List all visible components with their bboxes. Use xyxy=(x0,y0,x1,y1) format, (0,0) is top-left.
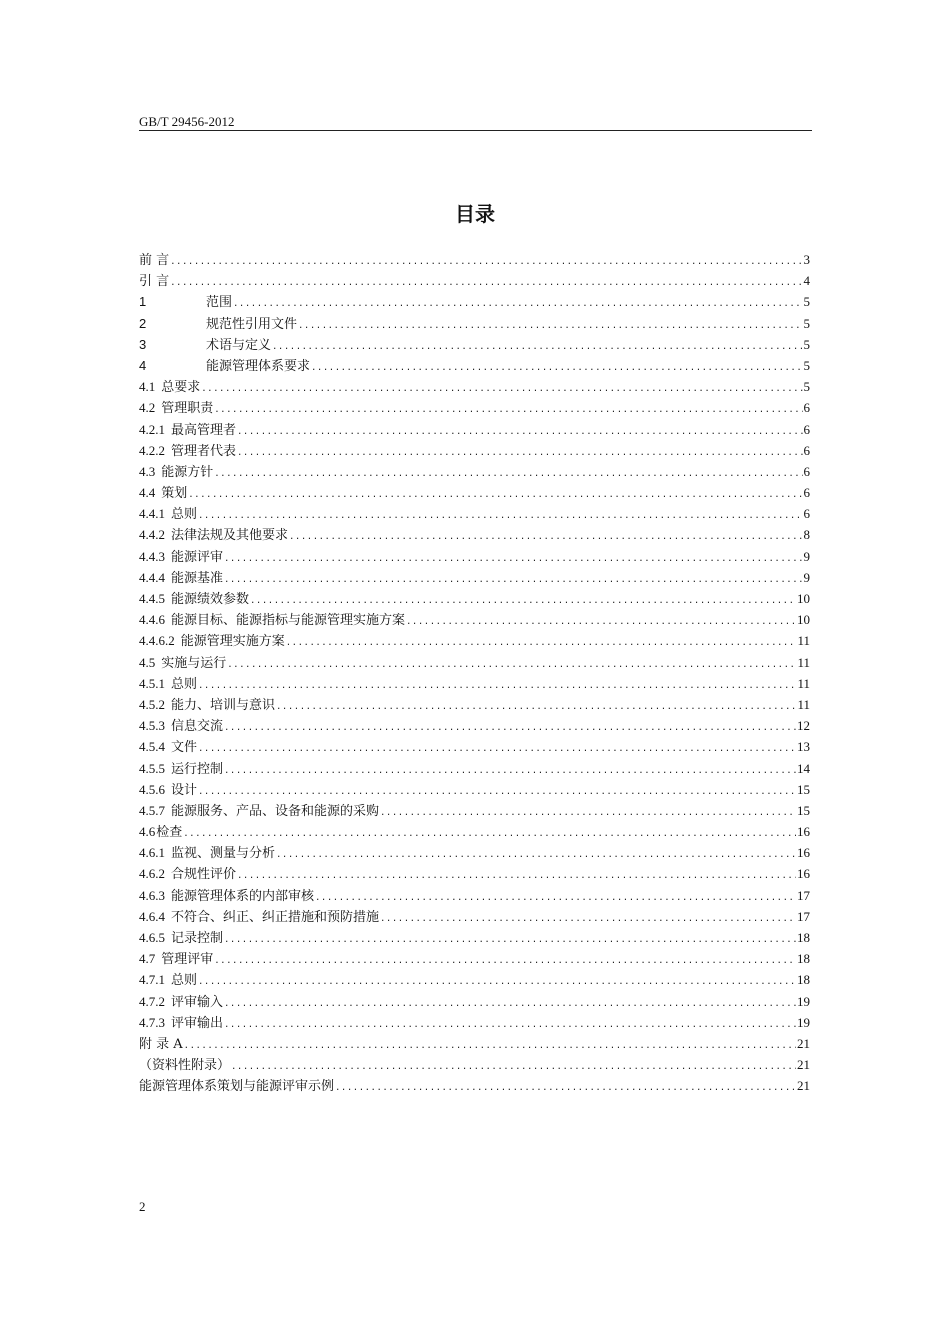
toc-entry-label: 评审输出 xyxy=(171,1015,224,1031)
toc-entry-label: 管理评审 xyxy=(161,952,214,968)
toc-entry-page: 11 xyxy=(797,696,810,712)
toc-entry-page: 12 xyxy=(797,718,810,734)
toc-entry-label: 能源绩效参数 xyxy=(171,592,250,607)
toc-entry-page: 6 xyxy=(803,463,810,479)
toc-entry[interactable] xyxy=(139,715,810,736)
toc-entry[interactable] xyxy=(139,842,810,863)
page-number: 2 xyxy=(139,1199,146,1214)
toc-entry-label: 记录控制 xyxy=(171,931,224,946)
toc-entry[interactable] xyxy=(139,397,810,418)
toc-entry-page: 11 xyxy=(797,675,810,691)
toc-entry-page: 13 xyxy=(797,739,810,755)
toc-entry-label: 总则 xyxy=(171,676,198,692)
toc-entry-number: 4.7 xyxy=(139,951,156,967)
toc-entry[interactable] xyxy=(139,503,810,524)
toc-entry-number: 4.4.1 xyxy=(139,506,165,522)
toc-entry-number: 4.4.4 xyxy=(139,569,165,585)
toc-entry-number: 4.5.4 xyxy=(139,739,165,755)
toc-entry-number: 4.6.3 xyxy=(139,887,165,903)
toc-entry[interactable] xyxy=(139,630,810,651)
toc-entry-number: 4.1 xyxy=(139,379,156,395)
toc-entry-page: 10 xyxy=(797,591,810,606)
toc-entry-label: 监视、测量与分析 xyxy=(171,846,276,862)
toc-entry-label: 附 录 A xyxy=(139,1036,183,1052)
toc-entry-number: 4.7.3 xyxy=(139,1014,165,1030)
toc-entry-page: 15 xyxy=(797,781,810,797)
toc-entry-label: 实施与运行 xyxy=(161,655,227,671)
toc-entry[interactable] xyxy=(139,291,810,312)
toc-entry-number: 4.5.7 xyxy=(139,802,165,818)
toc-entry-label: 最高管理者 xyxy=(171,422,237,438)
toc-entry-page: 17 xyxy=(797,908,810,924)
toc-entry-number: 4.6.2 xyxy=(139,866,165,882)
toc-leader-dots xyxy=(188,485,802,506)
toc-entry[interactable] xyxy=(139,1075,810,1096)
toc-entry-label: 前 言 xyxy=(139,253,170,268)
toc-leader-dots xyxy=(276,697,796,718)
toc-entry[interactable] xyxy=(139,969,810,990)
toc-entry-label: 设计 xyxy=(171,782,198,798)
toc-leader-dots xyxy=(214,951,796,972)
toc-entry[interactable] xyxy=(139,863,810,884)
toc-leader-dots xyxy=(233,294,802,315)
toc-entry-page: 5 xyxy=(803,379,810,395)
toc-entry-label: 运行控制 xyxy=(171,761,224,777)
toc-entry-page: 6 xyxy=(803,485,810,501)
toc-leader-dots xyxy=(198,782,796,803)
toc-entry-label: 检查 xyxy=(156,825,183,841)
toc-entry-label: 信息交流 xyxy=(171,719,224,735)
toc-leader-dots xyxy=(201,379,802,400)
toc-leader-dots xyxy=(224,1015,796,1036)
toc-entry[interactable] xyxy=(139,673,810,694)
toc-entry-label: 能力、培训与意识 xyxy=(171,697,276,713)
toc-entry-number: 4.4.6.2 xyxy=(139,633,175,649)
toc-entry[interactable] xyxy=(139,270,810,291)
toc-leader-dots xyxy=(198,972,796,993)
toc-entry-number: 4.4.2 xyxy=(139,527,165,543)
toc-leader-dots xyxy=(224,761,796,782)
toc-entry[interactable] xyxy=(139,927,810,948)
toc-entry-number: 4.6.1 xyxy=(139,845,165,861)
toc-leader-dots xyxy=(335,1078,796,1099)
toc-entry-label: 能源方针 xyxy=(161,464,214,480)
toc-leader-dots xyxy=(224,549,802,570)
toc-entry-page: 15 xyxy=(797,802,810,818)
toc-entry-page: 21 xyxy=(797,1078,810,1094)
toc-entry[interactable] xyxy=(139,906,810,927)
toc-entry-label: 评审输入 xyxy=(171,994,224,1010)
toc-entry-number: 2 xyxy=(139,315,147,331)
toc-entry-label: 能源评审 xyxy=(171,549,224,565)
toc-entry-label: （资料性附录） xyxy=(139,1058,231,1074)
toc-entry[interactable] xyxy=(139,1054,810,1075)
toc-leader-dots xyxy=(214,400,802,421)
toc-entry-number: 4.5.1 xyxy=(139,675,165,691)
toc-entry-page: 11 xyxy=(797,633,810,649)
toc-entry-page: 21 xyxy=(797,1035,810,1051)
toc-leader-dots xyxy=(250,591,796,612)
toc-entry[interactable] xyxy=(139,800,810,821)
toc-entry[interactable] xyxy=(139,461,810,482)
toc-entry-page: 18 xyxy=(797,930,810,945)
toc-leader-dots xyxy=(224,570,802,591)
toc-leader-dots xyxy=(406,612,796,633)
toc-entry[interactable] xyxy=(139,885,810,906)
toc-entry-page: 4 xyxy=(803,273,810,289)
toc-entry-page: 19 xyxy=(797,993,810,1009)
toc-leader-dots xyxy=(198,506,802,527)
toc-entry-page: 18 xyxy=(797,972,810,988)
toc-entry-page: 5 xyxy=(803,294,810,310)
header-rule xyxy=(139,130,812,131)
toc-entry-number: 4.6.5 xyxy=(139,930,165,945)
toc-leader-dots xyxy=(224,930,796,951)
toc-entry-page: 6 xyxy=(803,400,810,416)
toc-entry-label: 能源服务、产品、设备和能源的采购 xyxy=(171,803,380,819)
toc-leader-dots xyxy=(237,866,796,887)
toc-entry[interactable] xyxy=(139,567,810,588)
toc-entry-number: 4.5.2 xyxy=(139,696,165,712)
toc-entry[interactable] xyxy=(139,376,810,397)
toc-entry[interactable] xyxy=(139,313,810,334)
toc-entry[interactable] xyxy=(139,249,810,270)
toc-entry[interactable] xyxy=(139,546,810,567)
toc-entry-number: 4.7.2 xyxy=(139,993,165,1009)
toc-leader-dots xyxy=(298,316,802,337)
toc-entry-page: 17 xyxy=(797,887,810,903)
toc-leader-dots xyxy=(315,888,796,909)
toc-entry[interactable] xyxy=(139,948,810,969)
toc-entry-label: 总则 xyxy=(171,973,198,989)
toc-entry-number: 4.2 xyxy=(139,400,156,416)
toc-leader-dots xyxy=(224,718,796,739)
toc-entry-page: 6 xyxy=(803,421,810,437)
toc-entry[interactable] xyxy=(139,652,810,673)
toc-entry-label: 法律法规及其他要求 xyxy=(171,528,289,544)
toc-leader-dots xyxy=(380,909,796,930)
toc-leader-dots xyxy=(184,1036,796,1057)
toc-entry[interactable] xyxy=(139,355,810,376)
toc-entry-label: 规范性引用文件 xyxy=(206,316,298,332)
toc-entry[interactable] xyxy=(139,821,810,842)
toc-entry[interactable] xyxy=(139,1012,810,1033)
toc-entry[interactable] xyxy=(139,991,810,1012)
toc-entry-number: 3 xyxy=(139,336,147,352)
toc-entry[interactable] xyxy=(139,1033,810,1054)
toc-entry[interactable] xyxy=(139,524,810,545)
toc-entry-number: 4.4.6 xyxy=(139,612,165,628)
toc-entry-number: 4.4.3 xyxy=(139,548,165,564)
toc-entry-number: 4.5.6 xyxy=(139,781,165,797)
toc-leader-dots xyxy=(237,422,802,443)
toc-entry[interactable] xyxy=(139,758,810,779)
toc-entry-number: 4.2.2 xyxy=(139,442,165,458)
toc-leader-dots xyxy=(214,464,802,485)
toc-leader-dots xyxy=(170,273,802,294)
toc-entry-number: 4.6.4 xyxy=(139,908,165,924)
toc-entry-page: 11 xyxy=(797,654,810,670)
toc-list xyxy=(139,249,810,1097)
toc-entry[interactable] xyxy=(139,419,810,440)
toc-entry-page: 16 xyxy=(797,824,810,840)
toc-entry-label: 管理职责 xyxy=(161,401,214,417)
toc-entry-page: 16 xyxy=(797,866,810,882)
toc-entry-label: 能源管理体系的内部审核 xyxy=(171,888,315,904)
toc-entry-number: 4.5.3 xyxy=(139,718,165,734)
toc-entry-page: 5 xyxy=(803,315,810,331)
toc-leader-dots xyxy=(237,443,802,464)
toc-leader-dots xyxy=(198,676,796,697)
toc-entry-number: 4.5 xyxy=(139,654,156,670)
toc-leader-dots xyxy=(311,358,802,379)
toc-leader-dots xyxy=(286,633,797,654)
toc-entry[interactable] xyxy=(139,609,810,630)
toc-entry[interactable] xyxy=(139,482,810,503)
toc-entry-page: 9 xyxy=(803,569,810,585)
toc-entry-label: 能源管理体系要求 xyxy=(206,358,311,374)
toc-entry-label: 文件 xyxy=(171,740,198,756)
toc-entry[interactable] xyxy=(139,588,810,609)
toc-entry-number: 4.5.5 xyxy=(139,760,165,776)
toc-entry-page: 10 xyxy=(797,612,810,628)
toc-entry-label: 范围 xyxy=(206,295,233,311)
toc-entry-page: 8 xyxy=(803,527,810,543)
toc-leader-dots xyxy=(198,739,796,760)
toc-entry-page: 6 xyxy=(803,506,810,522)
toc-entry-page: 14 xyxy=(797,760,810,776)
toc-entry-number: 4.7.1 xyxy=(139,972,165,988)
toc-leader-dots xyxy=(170,252,802,273)
toc-entry-number: 4.2.1 xyxy=(139,421,165,437)
toc-entry-page: 5 xyxy=(803,336,810,352)
toc-entry-label: 不符合、纠正、纠正措施和预防措施 xyxy=(171,909,380,925)
toc-leader-dots xyxy=(272,337,802,358)
toc-title: 目录 xyxy=(455,202,495,226)
toc-entry-label: 总则 xyxy=(171,507,198,523)
toc-leader-dots xyxy=(231,1057,796,1078)
toc-entry-page: 5 xyxy=(803,357,810,373)
toc-entry-page: 6 xyxy=(803,442,810,458)
toc-entry-label: 合规性评价 xyxy=(171,867,237,883)
toc-entry-page: 18 xyxy=(797,951,810,967)
toc-leader-dots xyxy=(227,655,796,676)
toc-leader-dots xyxy=(276,845,796,866)
toc-leader-dots xyxy=(224,994,796,1015)
toc-entry[interactable] xyxy=(139,334,810,355)
toc-entry-page: 3 xyxy=(803,252,810,267)
toc-entry[interactable] xyxy=(139,694,810,715)
toc-entry-label: 能源基准 xyxy=(171,570,224,586)
toc-entry-label: 引 言 xyxy=(139,274,170,290)
toc-entry-number: 1 xyxy=(139,294,147,310)
toc-entry-label: 术语与定义 xyxy=(206,337,272,353)
toc-leader-dots xyxy=(380,803,796,824)
toc-entry-page: 16 xyxy=(797,845,810,861)
toc-entry-label: 能源管理实施方案 xyxy=(180,634,285,650)
toc-entry-label: 管理者代表 xyxy=(171,443,237,459)
toc-entry-page: 19 xyxy=(797,1014,810,1030)
toc-entry-number: 4.6 xyxy=(139,824,156,840)
toc-entry-label: 能源管理体系策划与能源评审示例 xyxy=(139,1079,335,1095)
toc-entry-number: 4.4 xyxy=(139,485,156,501)
toc-leader-dots xyxy=(289,527,802,548)
toc-entry[interactable] xyxy=(139,736,810,757)
toc-entry[interactable] xyxy=(139,779,810,800)
toc-entry-number: 4.4.5 xyxy=(139,591,165,606)
toc-entry-label: 总要求 xyxy=(161,380,201,396)
document-code: GB/T 29456-2012 xyxy=(139,114,235,129)
toc-leader-dots xyxy=(183,824,796,845)
toc-entry-number: 4 xyxy=(139,357,147,373)
toc-entry-number: 4.3 xyxy=(139,463,156,479)
toc-entry-page: 9 xyxy=(803,548,810,564)
toc-entry-label: 能源目标、能源指标与能源管理实施方案 xyxy=(171,613,406,629)
toc-entry[interactable] xyxy=(139,440,810,461)
toc-entry-page: 21 xyxy=(797,1057,810,1073)
toc-entry-label: 策划 xyxy=(161,486,188,502)
